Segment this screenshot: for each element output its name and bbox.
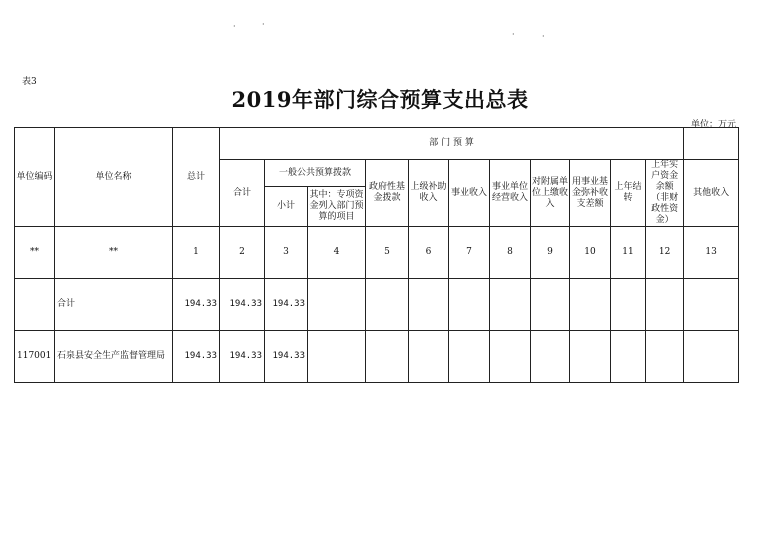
- index-cell: 12: [646, 227, 684, 279]
- unit-code-cell: 117001: [15, 331, 55, 383]
- header-operating-income: 事业单位经营收入: [490, 160, 531, 227]
- empty-cell: [684, 331, 739, 383]
- header-dept-budget: 部 门 预 算: [220, 128, 684, 160]
- empty-cell: [409, 331, 449, 383]
- table-number: 表3: [22, 77, 37, 87]
- header-subtotal: 小计: [265, 187, 308, 227]
- page-title: 2019年部门综合预算支出总表: [231, 87, 529, 112]
- scan-speck: ·: [542, 32, 545, 41]
- sum-cell: 194.33: [220, 331, 265, 383]
- empty-cell: [409, 279, 449, 331]
- header-gov-fund: 政府性基金拨款: [366, 160, 409, 227]
- index-row: [15, 227, 739, 279]
- header-fund-offset: 用事业基金弥补收支差额: [570, 160, 611, 227]
- header-upper-grant: 上级补助收入: [409, 160, 449, 227]
- header-business-income: 事业收入: [449, 160, 490, 227]
- scan-speck: ·: [233, 22, 236, 31]
- index-cell: 13: [684, 227, 739, 279]
- empty-cell: [611, 279, 646, 331]
- empty-cell: [366, 331, 409, 383]
- total-cell: 194.33: [173, 331, 220, 383]
- unit-label: 单位：万元: [690, 120, 736, 130]
- sum-cell: 194.33: [220, 279, 265, 331]
- index-cell: 11: [611, 227, 646, 279]
- empty-cell: [646, 331, 684, 383]
- unit-name-cell: 石泉县安全生产监督管理局: [55, 331, 173, 383]
- scan-speck: ·: [262, 20, 265, 29]
- empty-cell: [490, 331, 531, 383]
- unit-code-cell: [15, 279, 55, 331]
- index-cell: 9: [531, 227, 570, 279]
- total-cell: 194.33: [173, 279, 220, 331]
- empty-cell: [684, 279, 739, 331]
- budget-table: [14, 127, 739, 383]
- subtotal-cell: 194.33: [265, 279, 308, 331]
- header-prior-balance: 上年实户资金余额（非财政性资金）: [646, 160, 684, 227]
- index-cell: 1: [173, 227, 220, 279]
- header-carry-over: 上年结转: [611, 160, 646, 227]
- header-unit-name: 单位名称: [55, 128, 173, 227]
- empty-cell: [531, 279, 570, 331]
- header-sum: 合计: [220, 160, 265, 227]
- table-row: [15, 331, 739, 383]
- unit-name-cell: 合计: [55, 279, 173, 331]
- index-cell: 5: [366, 227, 409, 279]
- empty-cell: [366, 279, 409, 331]
- index-cell: 10: [570, 227, 611, 279]
- header-special-fund: 其中：专项资金列入部门预算的项目: [308, 187, 366, 227]
- index-cell: 2: [220, 227, 265, 279]
- index-cell: **: [55, 227, 173, 279]
- empty-cell: [308, 331, 366, 383]
- header-affiliate-income: 对附属单位上缴收入: [531, 160, 570, 227]
- empty-cell: [646, 279, 684, 331]
- subtotal-cell: 194.33: [265, 331, 308, 383]
- header-total: 总计: [173, 128, 220, 227]
- empty-cell: [490, 279, 531, 331]
- empty-cell: [570, 279, 611, 331]
- empty-cell: [611, 331, 646, 383]
- header-unit-code: 单位编码: [15, 128, 55, 227]
- index-cell: 4: [308, 227, 366, 279]
- empty-cell: [308, 279, 366, 331]
- header-other-income: 其他收入: [684, 160, 739, 227]
- scan-speck: ·: [512, 30, 515, 39]
- empty-cell: [531, 331, 570, 383]
- empty-cell: [449, 279, 490, 331]
- index-cell: 8: [490, 227, 531, 279]
- index-cell: **: [15, 227, 55, 279]
- empty-cell: [449, 331, 490, 383]
- header-blank: [684, 128, 739, 160]
- empty-cell: [570, 331, 611, 383]
- index-cell: 7: [449, 227, 490, 279]
- header-general-budget: 一般公共预算拨款: [265, 160, 366, 187]
- index-cell: 6: [409, 227, 449, 279]
- index-cell: 3: [265, 227, 308, 279]
- table-row: [15, 279, 739, 331]
